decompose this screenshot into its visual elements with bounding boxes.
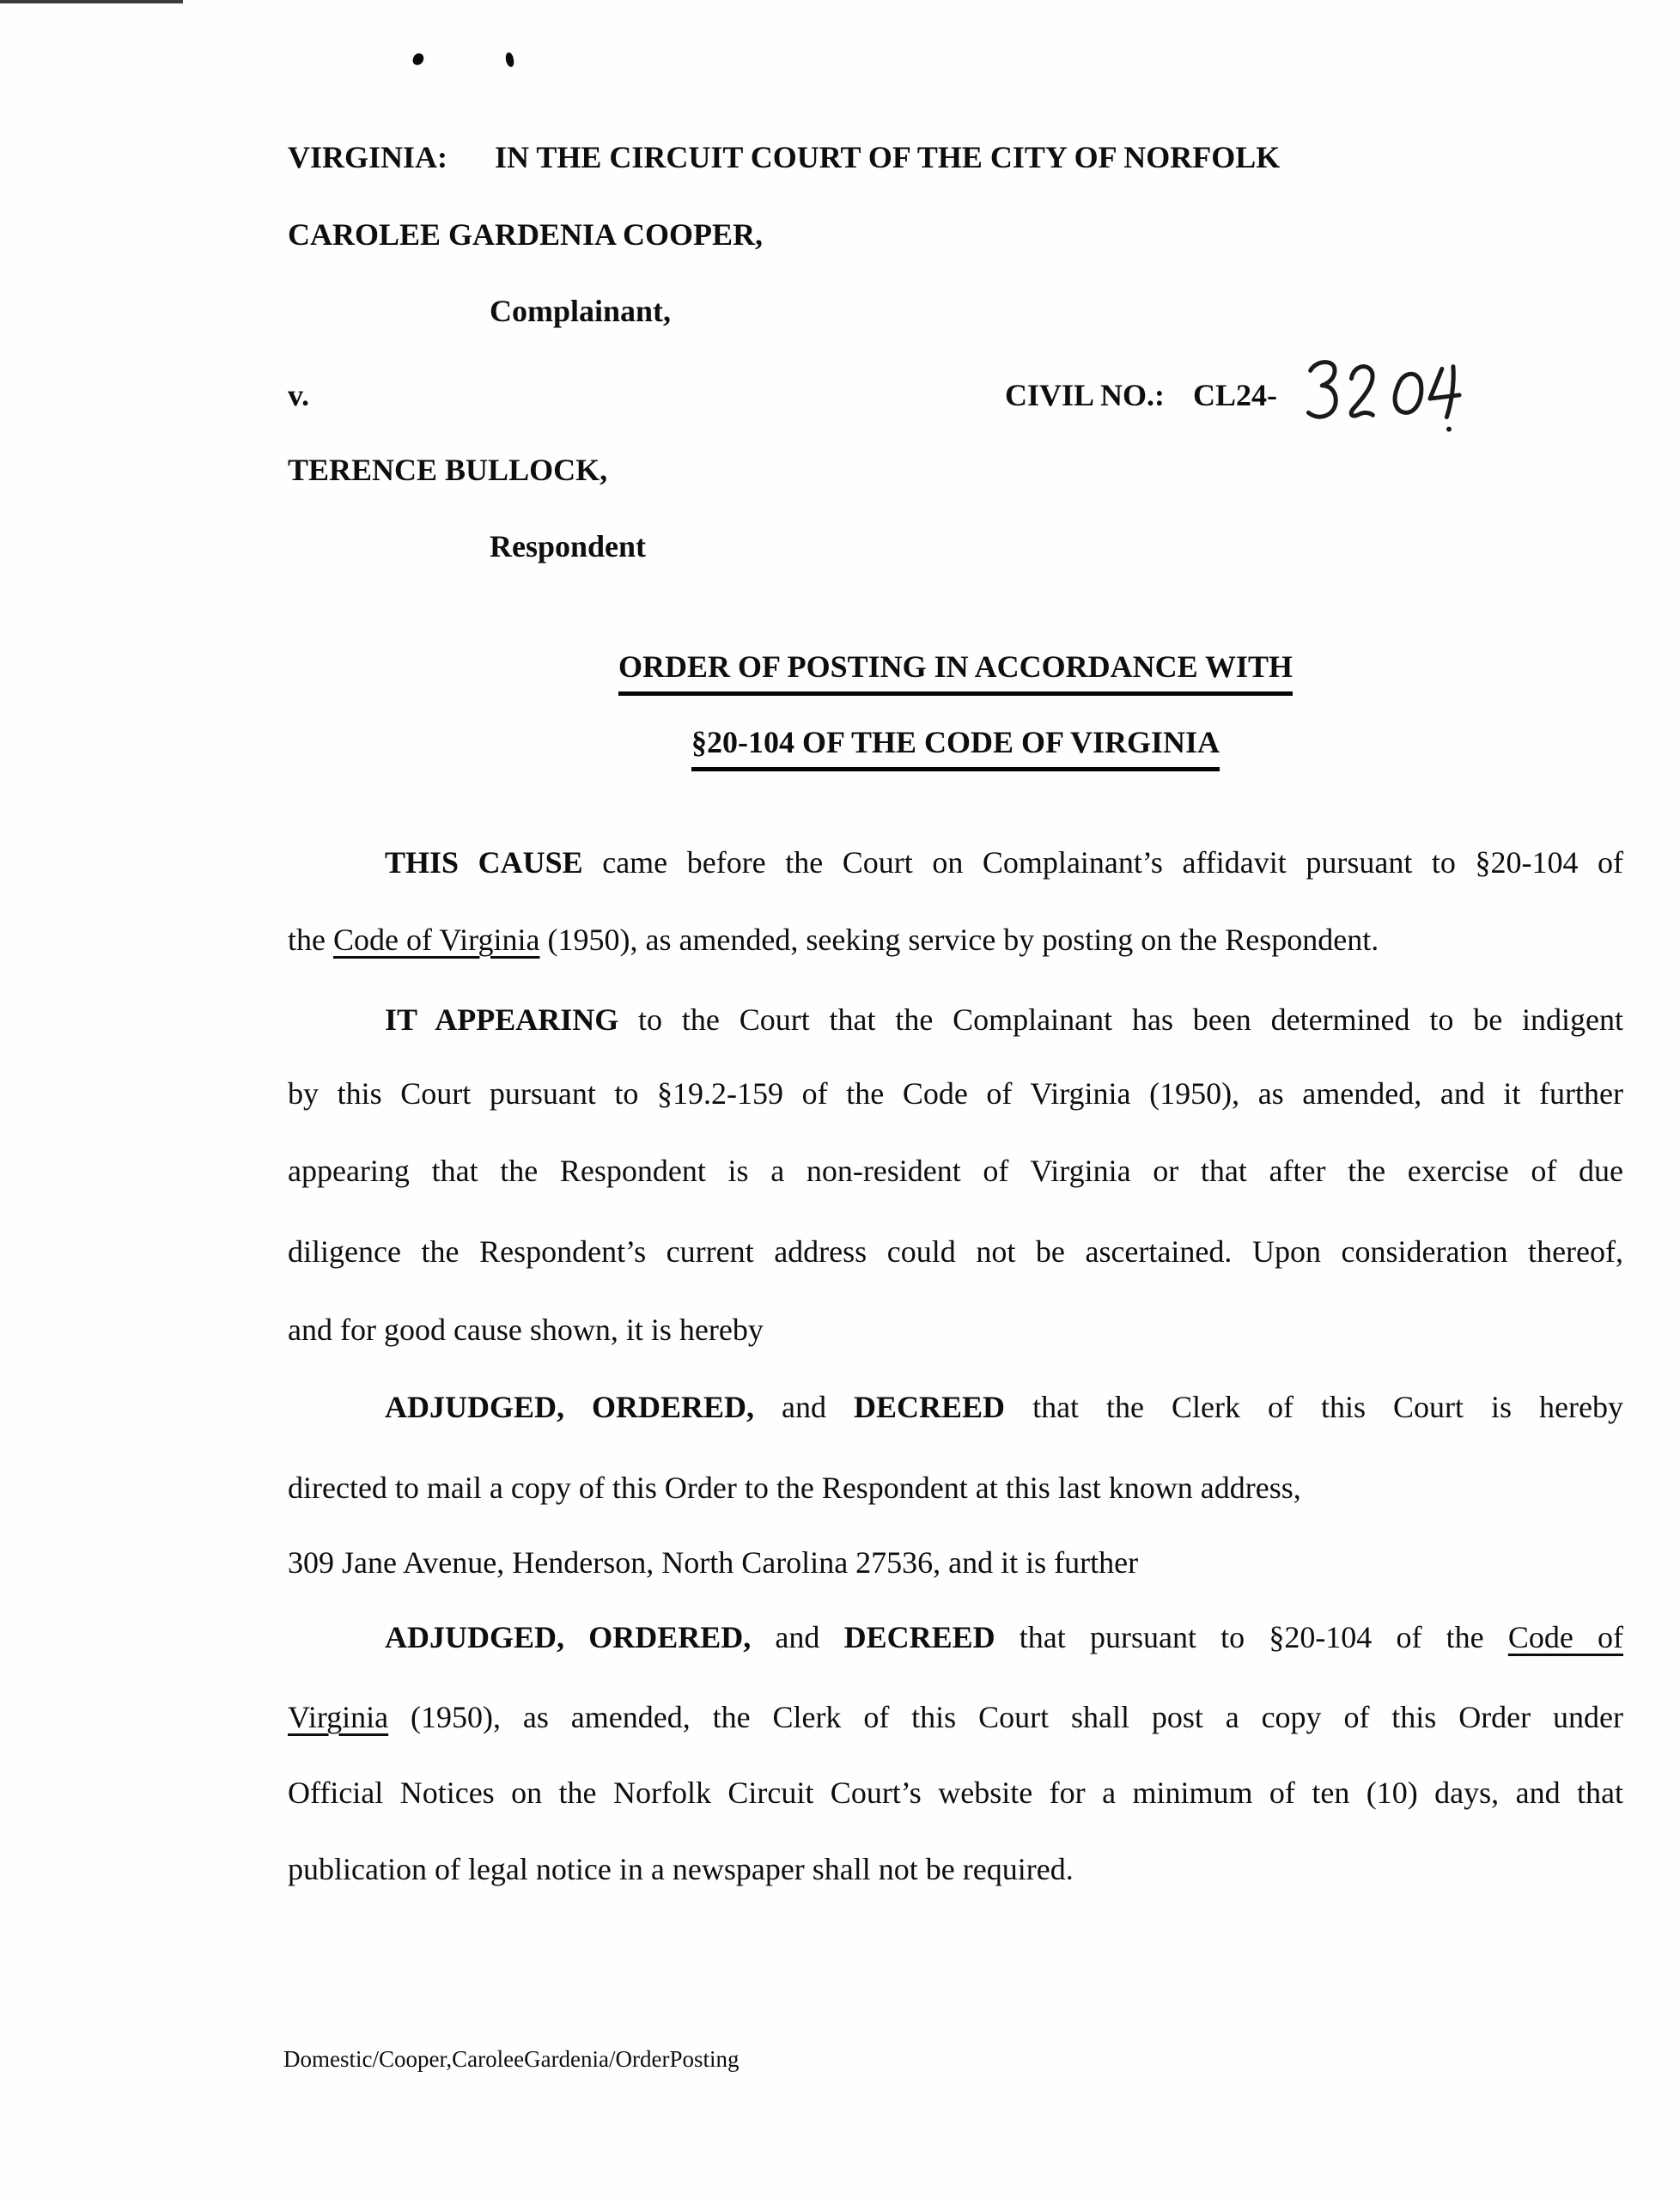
- text-segment: came before the Court on Complainant’s affidavit pursuant to §20-104 of: [582, 845, 1624, 880]
- bold-text-segment: DECREED: [843, 1620, 995, 1654]
- caption-complainant-role: [288, 292, 1623, 331]
- body-line-7: [288, 1311, 1623, 1349]
- body-line-3: [288, 1001, 1623, 1039]
- text-segment: 309 Jane Avenue, Henderson, North Carolina 27536, and it is further: [288, 1545, 1139, 1580]
- underlined-text-segment: Code of Virginia: [332, 923, 540, 957]
- order-title-text-1: ORDER OF POSTING IN ACCORDANCE WITH: [618, 648, 1293, 696]
- text-segment: to the Court that the Complainant has been determined to be indigent: [618, 1002, 1623, 1037]
- underlined-text-segment: Virginia: [288, 1700, 389, 1734]
- complainant-name-text: CAROLEE GARDENIA COOPER,: [288, 217, 764, 252]
- handwritten-digit-0: [1395, 374, 1422, 413]
- text-segment: (1950), as amended, the Clerk of this Court shall post a copy of this Order under: [388, 1700, 1623, 1734]
- caption-complainant-name: [288, 216, 1623, 254]
- handwritten-digit-2: [1350, 366, 1374, 416]
- handwritten-period: [1446, 427, 1452, 432]
- text-segment: (1950), as amended, seeking service by posting on the Respondent.: [539, 923, 1379, 957]
- text-segment: and for good cause shown, it is hereby: [288, 1313, 764, 1347]
- complainant-role-text: Complainant,: [490, 294, 672, 328]
- scan-artifact-ink-dot: [411, 52, 424, 67]
- text-segment: directed to mail a copy of this Order to the Respondent at this last known address,: [288, 1471, 1301, 1505]
- respondent-role-text: Respondent: [490, 529, 647, 563]
- respondent-name-text: TERENCE BULLOCK,: [288, 453, 608, 487]
- body-line-8: [288, 1388, 1623, 1427]
- caption-state-label: VIRGINIA:: [288, 140, 448, 174]
- text-segment: publication of legal notice in a newspaper shall not be required.: [288, 1852, 1074, 1886]
- text-segment: and: [754, 1390, 855, 1424]
- document-footer-reference: Domestic/Cooper,CaroleeGardenia/OrderPosting: [283, 2046, 740, 2072]
- text-segment: and: [751, 1620, 844, 1654]
- body-line-13: [288, 1774, 1623, 1812]
- body-line-5: [288, 1152, 1623, 1191]
- civil-no-prefix: CL24-: [1193, 378, 1278, 412]
- bold-text-segment: THIS CAUSE: [385, 845, 583, 880]
- scan-artifact-bar: [0, 0, 183, 3]
- body-line-12: [288, 1698, 1623, 1737]
- text-segment: appearing that the Respondent is a non-resident of Virginia or that after the exercise of due: [288, 1154, 1623, 1188]
- versus-label: v.: [288, 378, 310, 412]
- handwritten-digit-4-stem: [1446, 367, 1453, 417]
- text-segment: by this Court pursuant to §19.2-159 of the Code of Virginia (1950), as amended, and it further: [288, 1076, 1623, 1111]
- caption-court-name: IN THE CIRCUIT COURT OF THE CITY OF NORFOLK: [495, 140, 1281, 174]
- body-line-1: [288, 844, 1623, 882]
- underlined-text-segment: Code of: [1507, 1620, 1624, 1654]
- caption-court-line: [288, 138, 1623, 177]
- bold-text-segment: ADJUDGED, ORDERED,: [385, 1390, 755, 1424]
- order-title-text-2: §20-104 OF THE CODE OF VIRGINIA: [691, 723, 1220, 771]
- handwritten-case-number: [1300, 356, 1491, 435]
- body-line-2: [288, 921, 1623, 959]
- civil-no-label: CIVIL NO.:: [1005, 378, 1166, 412]
- body-line-11: [288, 1618, 1623, 1657]
- civil-number-block: [1005, 376, 1277, 415]
- bold-text-segment: ADJUDGED, ORDERED,: [385, 1620, 752, 1654]
- text-segment: that the Clerk of this Court is hereby: [1005, 1390, 1624, 1424]
- body-line-4: [288, 1075, 1623, 1113]
- text-segment: that pursuant to §20-104 of the: [995, 1620, 1508, 1654]
- body-line-6: [288, 1233, 1623, 1271]
- text-segment: the: [288, 923, 333, 957]
- caption-respondent-role: [288, 527, 1623, 566]
- scan-artifact-ink-dot: [505, 52, 514, 68]
- handwritten-digit-3: [1308, 362, 1336, 417]
- caption-respondent-name: [288, 451, 1623, 490]
- order-title-line-1: [288, 648, 1623, 696]
- bold-text-segment: DECREED: [854, 1390, 1006, 1424]
- body-line-9: [288, 1469, 1623, 1508]
- text-segment: Official Notices on the Norfolk Circuit Court’s website for a minimum of ten (10) days, and that: [288, 1776, 1623, 1810]
- order-title-line-2: [288, 723, 1623, 771]
- body-line-10: [288, 1544, 1623, 1582]
- bold-text-segment: IT APPEARING: [385, 1002, 619, 1037]
- text-segment: diligence the Respondent’s current address could not be ascertained. Upon consideration thereof,: [288, 1234, 1623, 1269]
- body-line-14: [288, 1850, 1623, 1889]
